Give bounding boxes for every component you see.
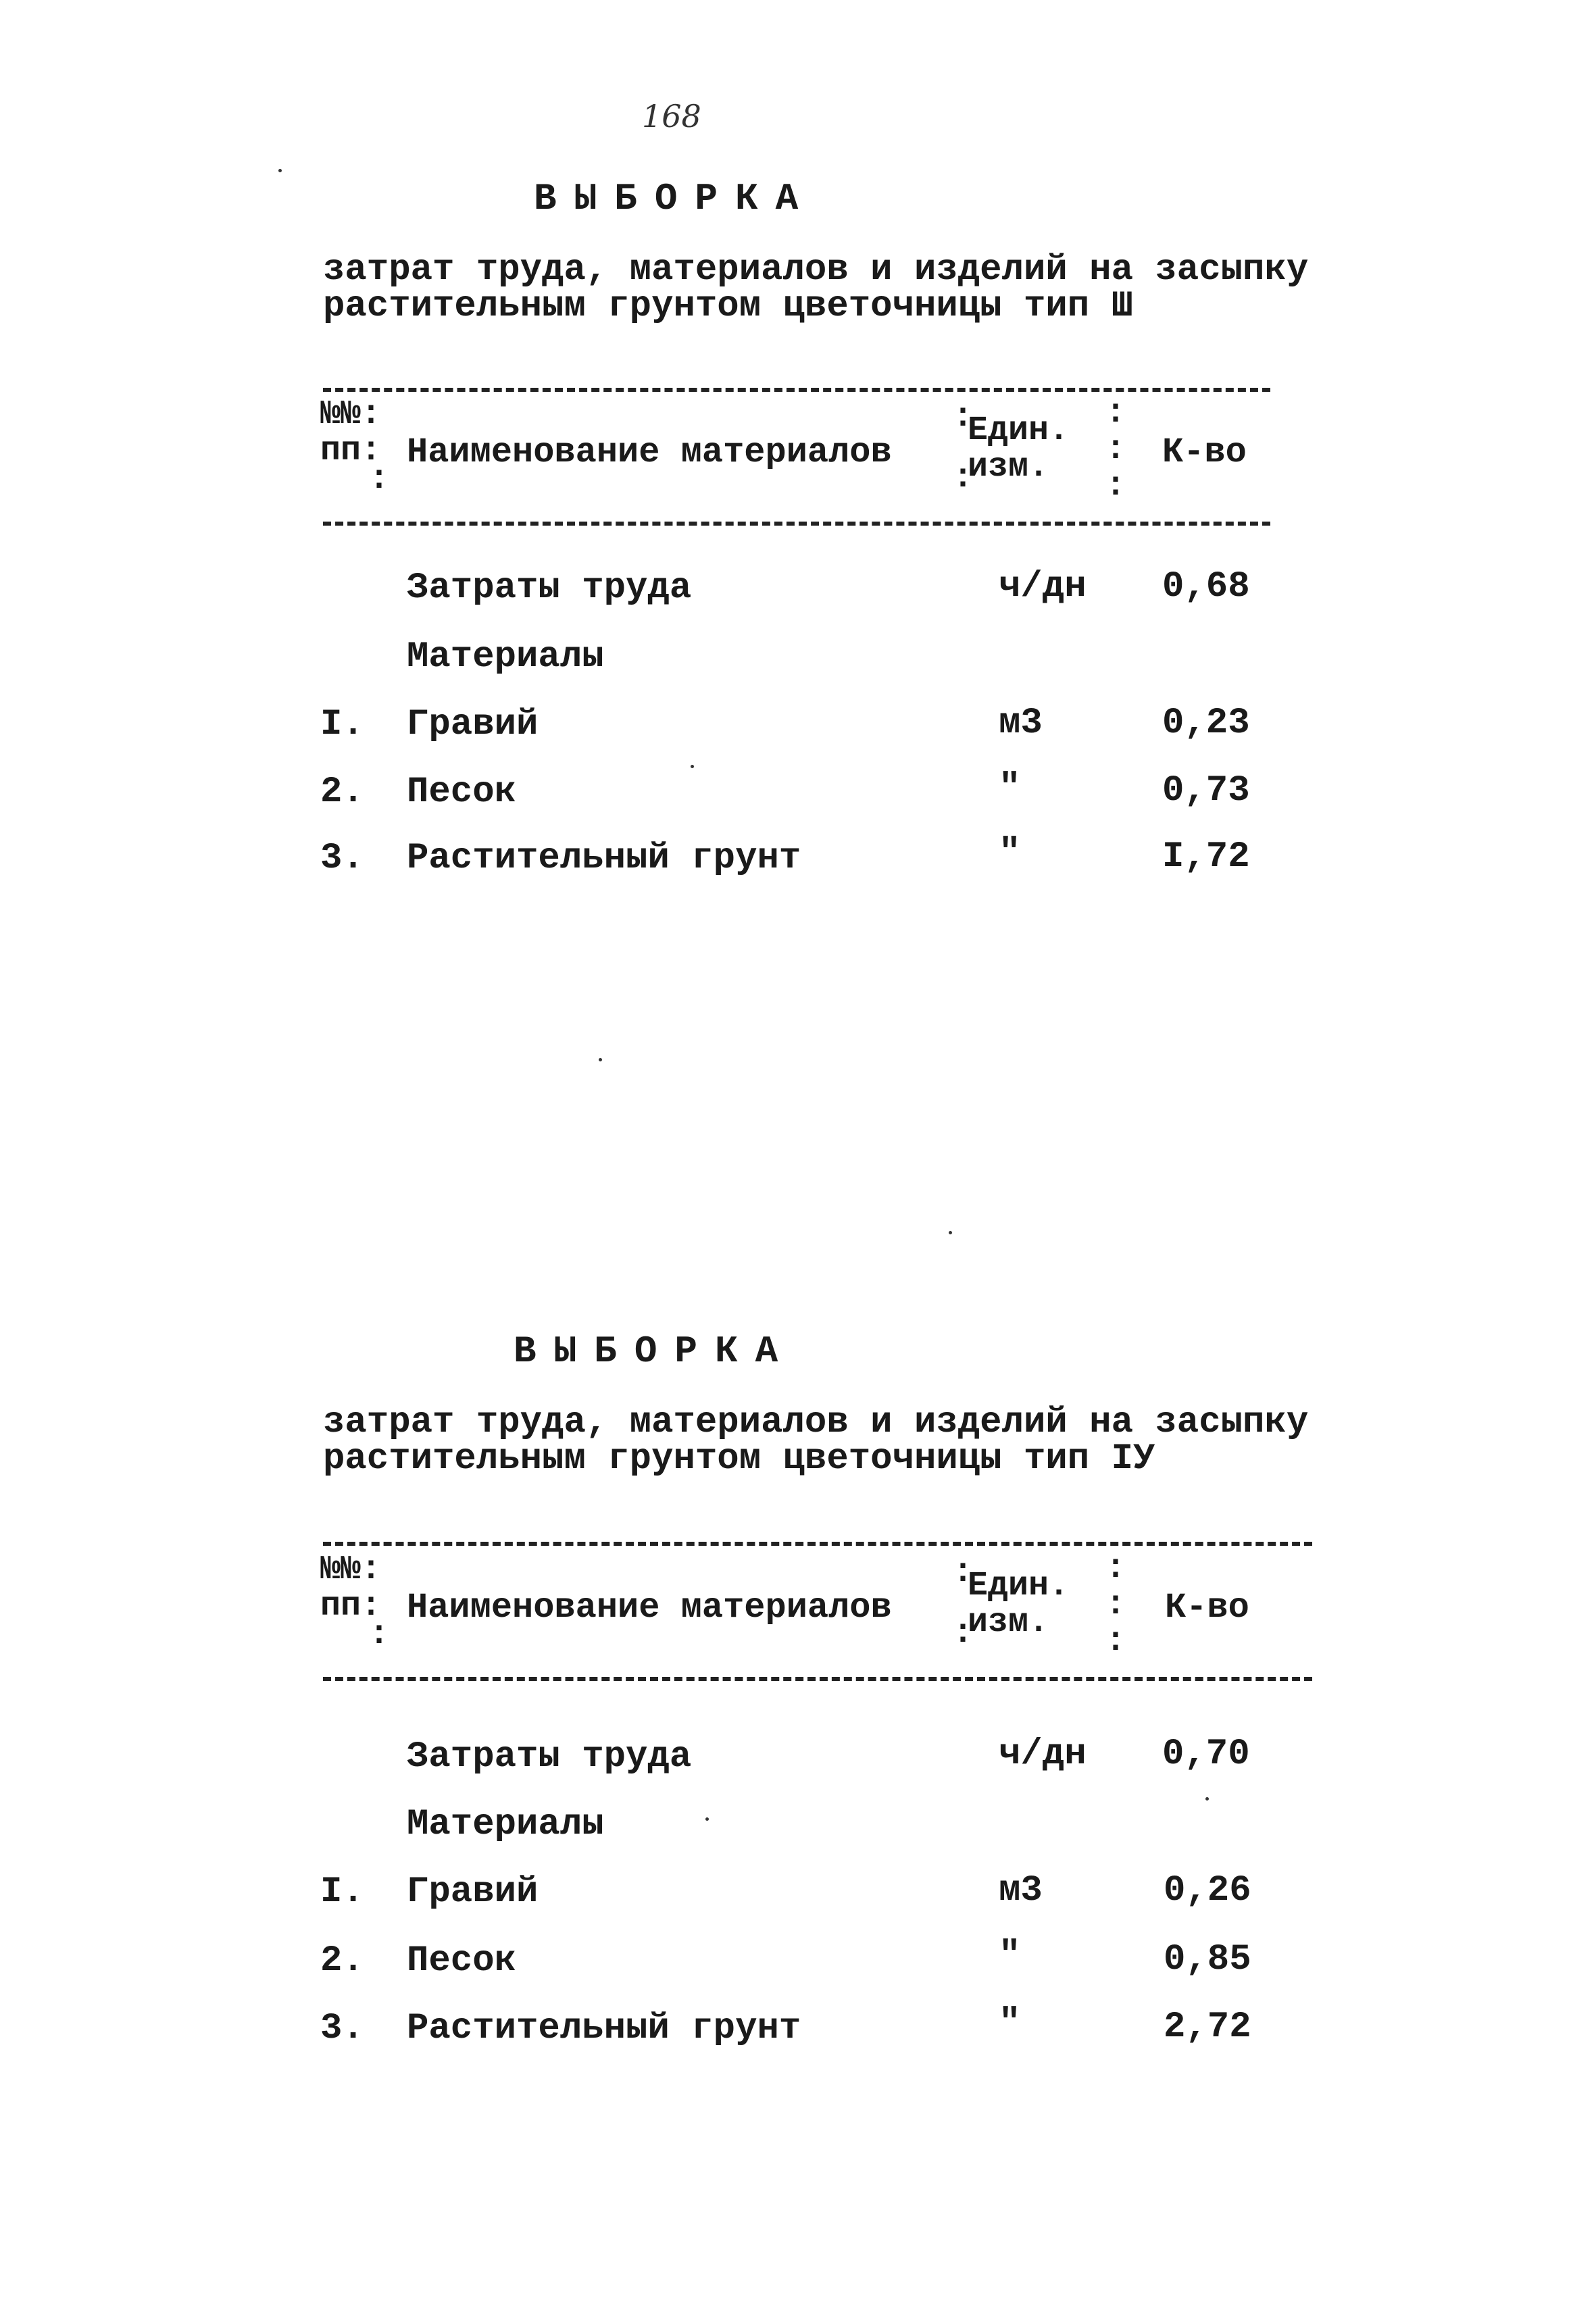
row-num: 3. <box>320 838 364 879</box>
row-name: Материалы <box>407 1804 604 1845</box>
header-separator: : <box>369 460 390 499</box>
table-header-rule <box>323 1677 1312 1681</box>
row-num: I. <box>320 1871 364 1913</box>
row-unit: " <box>999 2003 1021 2044</box>
row-unit: " <box>999 1935 1021 1976</box>
row-name: Растительный грунт <box>407 838 801 879</box>
row-unit: " <box>999 832 1021 874</box>
header-separator: : <box>369 1615 390 1654</box>
header-num-line2: пп: <box>320 432 382 470</box>
header-separator: : <box>953 1553 974 1592</box>
row-qty: 0,85 <box>1164 1939 1251 1980</box>
header-separator: : <box>1105 430 1126 469</box>
header-unit-line2: изм. <box>968 448 1049 486</box>
block-subtitle-line1: затрат труда, материалов и изделий на засыпку <box>323 249 1309 291</box>
row-qty: 0,68 <box>1162 566 1250 607</box>
row-qty: I,72 <box>1162 836 1250 878</box>
header-name: Наименование материалов <box>407 1588 892 1628</box>
row-qty: 0,73 <box>1162 770 1250 811</box>
header-separator: : <box>1105 1586 1126 1624</box>
scan-speck <box>1205 1797 1209 1801</box>
header-qty: К-во <box>1162 432 1247 472</box>
scan-speck <box>278 169 282 172</box>
header-separator: : <box>953 398 974 436</box>
row-name: Материалы <box>407 636 604 678</box>
header-num-line1: №№: <box>320 1551 382 1589</box>
scan-speck <box>705 1817 709 1821</box>
block-title: ВЫБОРКА <box>534 177 816 220</box>
header-unit-line2: изм. <box>968 1603 1049 1642</box>
row-name: Гравий <box>407 1871 539 1913</box>
row-qty: 0,23 <box>1162 703 1250 744</box>
header-separator: : <box>1105 1549 1126 1588</box>
row-name: Затраты труда <box>407 1736 692 1778</box>
row-qty: 0,26 <box>1164 1870 1251 1911</box>
header-separator: : <box>1105 394 1126 432</box>
header-separator: : <box>1105 467 1126 505</box>
row-qty: 0,70 <box>1162 1734 1250 1775</box>
row-name: Песок <box>407 1940 517 1982</box>
row-unit: м3 <box>999 1870 1043 1911</box>
row-unit: " <box>999 768 1021 809</box>
scan-speck <box>599 1058 602 1061</box>
header-qty: К-во <box>1165 1588 1249 1628</box>
header-separator: : <box>1105 1622 1126 1661</box>
block-subtitle-line1: затрат труда, материалов и изделий на засыпку <box>323 1402 1309 1443</box>
scan-speck <box>949 1231 952 1234</box>
header-num-line1: №№: <box>320 395 382 434</box>
header-num-line2: пп: <box>320 1587 382 1626</box>
row-qty: 2,72 <box>1164 2007 1251 2048</box>
table-top-rule <box>323 388 1270 392</box>
row-num: 2. <box>320 772 364 813</box>
page-number: 168 <box>642 98 701 134</box>
row-unit: м3 <box>999 703 1043 744</box>
row-name: Затраты труда <box>407 568 692 609</box>
row-unit: ч/дн <box>999 1734 1087 1775</box>
block-subtitle-line2: растительным грунтом цветочницы тип Ш <box>323 286 1133 327</box>
table-header-rule <box>323 522 1270 526</box>
scan-speck <box>691 765 694 768</box>
table-top-rule <box>323 1542 1312 1546</box>
header-name: Наименование материалов <box>407 432 892 472</box>
block-subtitle-line2: растительным грунтом цветочницы тип IУ <box>323 1438 1155 1480</box>
row-num: 2. <box>320 1940 364 1982</box>
row-num: 3. <box>320 2008 364 2049</box>
row-name: Гравий <box>407 704 539 745</box>
row-num: I. <box>320 704 364 745</box>
header-separator: : <box>953 459 974 497</box>
row-name: Растительный грунт <box>407 2008 801 2049</box>
header-separator: : <box>953 1614 974 1653</box>
header-unit-line1: Един. <box>968 1567 1070 1605</box>
row-unit: ч/дн <box>999 566 1087 607</box>
row-name: Песок <box>407 772 517 813</box>
header-unit-line1: Един. <box>968 411 1070 450</box>
block-title: ВЫБОРКА <box>514 1330 796 1373</box>
